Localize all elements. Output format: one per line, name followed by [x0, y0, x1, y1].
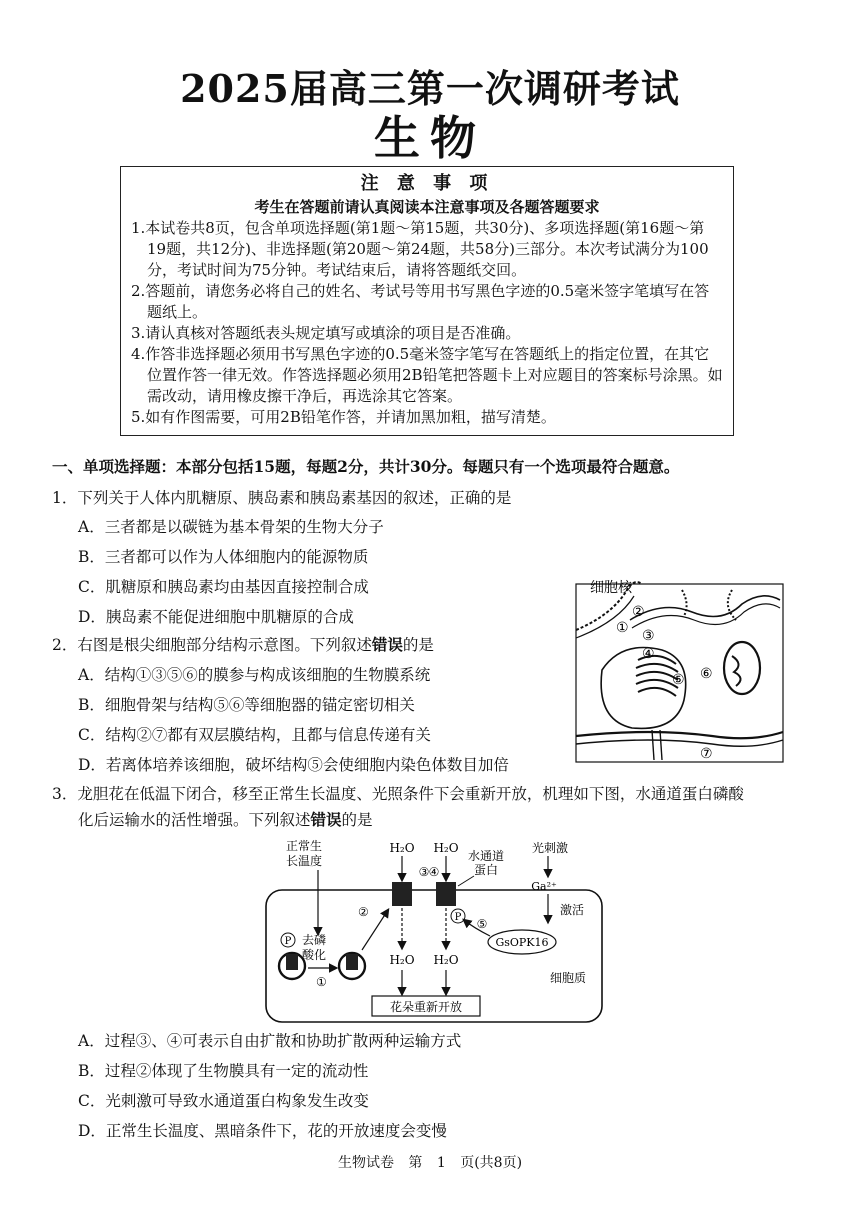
step-1: ①: [316, 975, 327, 989]
light-stim-label: 光刺激: [531, 841, 569, 855]
h2o-label: H₂O: [389, 841, 415, 855]
q3-option-c: C．光刺激可导致水通道蛋白构象发生改变: [78, 1092, 369, 1110]
q3-stem-line2: [78, 809, 373, 831]
q3-stem-post: 的是: [341, 811, 373, 829]
q2-option-d: D．若离体培养该细胞，破坏结构⑤会使细胞内染色体数目加倍: [78, 756, 509, 774]
phosphate-marker: P: [454, 912, 462, 923]
q2-option-b: B．细胞骨架与结构⑤⑥等细胞器的锚定密切相关: [78, 696, 415, 714]
notice-heading: 注 意 事 项: [360, 173, 494, 194]
notice-item: 2.答题前，请您务必将自己的姓名、考试号等用书写黑色字迹的0.5毫米签字笔填写在答题纸上。: [131, 282, 710, 321]
q2-stem-pre: 2．右图是根尖细胞部分结构示意图。下列叙述: [52, 636, 372, 654]
activate-label: 激活: [560, 903, 585, 917]
q3-stem-pre: 化后运输水的活性增强。下列叙述: [78, 811, 311, 829]
q1-option-d: D．胰岛素不能促进细胞中肌糖原的合成: [78, 608, 354, 626]
q2-stem: [52, 634, 434, 656]
marker-3: ③: [642, 628, 655, 644]
h2o-label: H₂O: [433, 953, 459, 967]
subject-title: 生物: [374, 111, 486, 165]
q2-option-c: C．结构②⑦都有双层膜结构，且都与信息传递有关: [78, 726, 431, 744]
normal-temp-label: 长温度: [285, 854, 323, 868]
q1-option-a: A．三者都是以碳链为基本骨架的生物大分子: [78, 518, 384, 536]
q2-stem-post: 的是: [402, 636, 434, 654]
q3-stem-line1: 3．龙胆花在低温下闭合，移至正常生长温度、光照条件下会重新开放，机理如下图，水通道蛋白磷酸: [52, 785, 744, 803]
q2-stem-bold: 错误: [371, 635, 403, 654]
q3-option-d: D．正常生长温度、黑暗条件下，花的开放速度会变慢: [78, 1122, 447, 1140]
phosphate-marker: P: [284, 936, 292, 947]
step-5: ⑤: [476, 917, 488, 931]
q3-stem-bold: 错误: [310, 810, 342, 829]
enzyme-label: GsOPK16: [495, 936, 549, 949]
exam-title: 2025届高三第一次调研考试: [180, 66, 680, 111]
normal-temp-label: 正常生: [285, 839, 323, 853]
q1-option-c: C．肌糖原和胰岛素均由基因直接控制合成: [78, 578, 369, 596]
calcium-label: Ga²⁺: [531, 880, 557, 893]
cytoplasm-label: 细胞质: [550, 971, 587, 985]
aquaporin-label: 蛋白: [473, 863, 499, 877]
marker-6: ⑥: [700, 666, 713, 682]
marker-7: ⑦: [700, 746, 713, 762]
q1-option-b: B．三者都可以作为人体细胞内的能源物质: [78, 548, 369, 566]
nucleus-label: 细胞核: [590, 580, 632, 596]
notice-item: 4.作答非选择题必须用书写黑色字迹的0.5毫米签字笔写在答题纸上的指定位置，在其它位置作答一律无效。作答选择题必须用2B铅笔把答题卡上对应题目的答案标号涂黑。如需改动，请用橡皮擦干净后，再选涂其它答案。: [131, 345, 723, 405]
marker-2: ②: [632, 604, 645, 620]
step-4: ④: [428, 865, 440, 879]
h2o-label: H₂O: [389, 953, 415, 967]
notice-item: 5.如有作图需要，可用2B铅笔作答，并请加黑加粗，描写清楚。: [131, 408, 556, 426]
step-3: ③: [418, 865, 430, 879]
marker-4: ④: [642, 646, 655, 662]
mechanism-diagram: [260, 836, 610, 1026]
aquaporin-label: 水通道: [467, 849, 505, 863]
q1-stem: 1．下列关于人体内肌糖原、胰岛素和胰岛素基因的叙述，正确的是: [52, 489, 512, 507]
h2o-label: H₂O: [433, 841, 459, 855]
notice-item: 3.请认真核对答题纸表头规定填写或填涂的项目是否准确。: [131, 324, 521, 342]
notice-subheading: 考生在答题前请认真阅读本注意事项及各题答题要求: [254, 198, 600, 216]
dephos-label: 去磷: [302, 933, 327, 947]
notice-item: 1.本试卷共8页，包含单项选择题(第1题～第15题，共30分)、多项选择题(第16题～第19题，共12分)、非选择题(第20题～第24题，共58分)三部分。本次考试满分为100分，考试时间为75分钟。考试结束后，请将答题纸交回。: [131, 219, 709, 279]
q2-option-a: A．结构①③⑤⑥的膜参与构成该细胞的生物膜系统: [78, 666, 431, 684]
q3-option-a: A．过程③、④可表示自由扩散和协助扩散两种运输方式: [78, 1032, 462, 1050]
marker-5: ⑤: [672, 672, 685, 688]
flower-open-label: 花朵重新开放: [389, 1000, 463, 1014]
marker-1: ①: [616, 620, 629, 636]
step-2: ②: [358, 905, 369, 919]
q3-option-b: B．过程②体现了生物膜具有一定的流动性: [78, 1062, 369, 1080]
notice-box: [120, 166, 734, 436]
dephos-label: 酸化: [302, 948, 327, 962]
cell-structure-figure: [572, 560, 787, 765]
section-heading: 一、单项选择题：本部分包括15题，每题2分，共计30分。每题只有一个选项最符合题意。: [52, 457, 680, 476]
page-footer: 生物试卷 第 1 页(共8页): [337, 1155, 523, 1171]
